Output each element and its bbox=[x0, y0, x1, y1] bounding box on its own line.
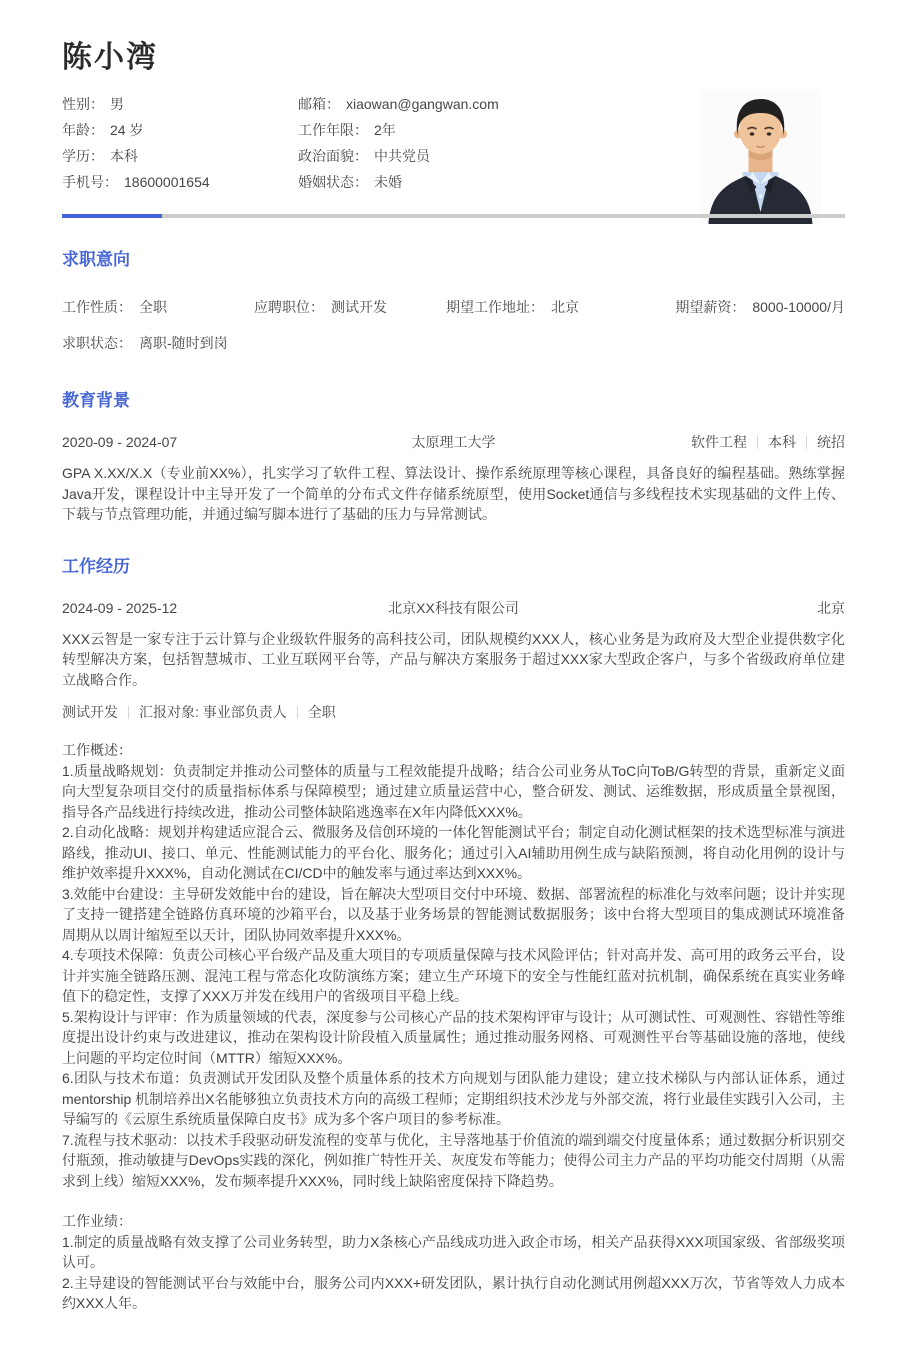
education-major: 软件工程 bbox=[691, 434, 747, 450]
work-overview-item: 3.效能中台建设：主导研发效能中台的建设，旨在解决大型项目交付中环境、数据、部署流程的标准化与效率问题；设计并实现了支持一键搭建全链路仿真环境的沙箱平台，以及基于业务场景的智能测试数据服务；该中台将大型项目的集成测试环境准备周期从以周计缩短至以天计，团队协同效率提升XXX%。 bbox=[62, 885, 845, 943]
work-achievements-block bbox=[62, 1211, 845, 1314]
work-achievements-label: 工作业绩： bbox=[62, 1213, 132, 1229]
company-description: XXX云智是一家专注于云计算与企业级软件服务的高科技公司，团队规模约XXX人，核心业务是为政府及大型企业提供数字化转型解决方案，包括智慧城市、工业互联网平台等，产品与解决方案服务于超过XXX家大型政企客户，与多个省级政府单位建立战略合作。 bbox=[62, 630, 845, 688]
info-work-years-value: 2年 bbox=[374, 122, 396, 138]
info-marital-status-value: 未婚 bbox=[374, 174, 402, 190]
work-period: 2024-09 - 2025-12 bbox=[62, 599, 178, 616]
info-phone bbox=[62, 174, 298, 191]
info-age-value: 24 岁 bbox=[110, 122, 144, 138]
education-school: 太原理工大学 bbox=[411, 434, 496, 450]
intent-location bbox=[446, 299, 659, 316]
tag-separator bbox=[297, 706, 298, 719]
intent-salary-label: 期望薪资： bbox=[675, 299, 746, 315]
work-location: 北京 bbox=[817, 599, 845, 616]
intent-location-label: 期望工作地址： bbox=[446, 299, 544, 315]
info-phone-value: 18600001654 bbox=[124, 174, 210, 190]
education-admission-type: 统招 bbox=[817, 434, 845, 450]
education-period: 2020-09 - 2024-07 bbox=[62, 434, 178, 450]
work-overview-item: 7.流程与技术驱动：以技术手段驱动研发流程的变革与优化，主导落地基于价值流的端到端交付度量体系；通过数据分析识别交付瓶颈，推动敏捷与DevOps实践的深化，例如推广特性开关、灰度发布等能力；使得公司主力产品的平均功能交付周期（从需求到上线）缩短XXX%，发布频率提升XXX%，同时线上缺陷密度保持下降趋势。 bbox=[62, 1131, 845, 1189]
section-work-experience bbox=[62, 558, 845, 1314]
education-degree: 本科 bbox=[768, 434, 796, 450]
section-job-intention bbox=[62, 251, 845, 352]
info-age-label: 年龄： bbox=[62, 122, 104, 138]
intent-status-label: 求职状态： bbox=[62, 335, 132, 351]
education-title: 教育背景 bbox=[62, 391, 130, 410]
profile-photo-illustration bbox=[700, 90, 821, 224]
work-overview-item: 5.架构设计与评审：作为质量领域的代表，深度参与公司核心产品的技术架构评审与设计；从可测试性、可观测性、容错性等维度提出设计约束与改进建议，推动在架构设计阶段植入质量属性；通过推动服务网格、可观测性平台等基础设施的落地，使线上问题的平均定位时间（MTTR）缩短XXX%。 bbox=[62, 1008, 845, 1066]
work-overview-item: 4.专项技术保障：负责公司核心平台级产品及重大项目的专项质量保障与技术风险评估；针对高并发、高可用的政务云平台，设计并实施全链路压测、混沌工程与常态化攻防演练方案；建立生产环境下的安全与性能红蓝对抗机制，确保系统在真实业务峰值下的稳定性，支撑了XXX万并发在线用户的省级项目平稳上线。 bbox=[62, 947, 845, 1004]
education-row bbox=[62, 434, 845, 451]
header-divider bbox=[62, 214, 845, 218]
tag-separator bbox=[757, 436, 758, 449]
intent-status-value: 离职-随时到岗 bbox=[139, 335, 228, 351]
work-overview-label: 工作概述： bbox=[62, 742, 132, 758]
info-education-value: 本科 bbox=[110, 148, 138, 164]
info-political-status-label: 政治面貌： bbox=[298, 148, 368, 164]
work-company: 北京XX科技有限公司 bbox=[388, 599, 519, 616]
info-email-value: xiaowan@gangwan.com bbox=[346, 96, 499, 112]
tag-separator bbox=[128, 706, 129, 719]
info-age bbox=[62, 122, 298, 139]
education-description: GPA X.XX/X.X（专业前XX%），扎实学习了软件工程、算法设计、操作系统原理等核心课程，具备良好的编程基础。熟练掌握Java开发，课程设计中主导开发了一个简单的分布式文件存储系统原型，使用Socket通信与多线程技术实现基础的文件上传、下载与节点管理功能，并通过编写脚本进行了基础的压力与异常测试。 bbox=[62, 465, 845, 522]
work-role-row bbox=[62, 704, 845, 721]
section-education bbox=[62, 392, 845, 525]
work-achievement-item: 2.主导建设的智能测试平台与效能中台，服务公司内XXX+研发团队，累计执行自动化测试用例超XXX万次，节省等效人力成本约XXX人年。 bbox=[62, 1274, 845, 1311]
info-political-status-value: 中共党员 bbox=[374, 148, 430, 164]
info-email-label: 邮箱： bbox=[298, 96, 340, 112]
work-role: 测试开发 bbox=[62, 704, 118, 720]
profile-photo bbox=[700, 90, 821, 224]
resume-page bbox=[0, 42, 900, 1354]
intent-job-type-value: 全职 bbox=[139, 299, 167, 315]
header-divider-accent bbox=[62, 214, 162, 218]
work-report-line: 汇报对象: 事业部负责人 bbox=[139, 704, 287, 720]
work-overview-block bbox=[62, 740, 845, 1191]
intent-salary bbox=[675, 299, 845, 316]
work-employment-type: 全职 bbox=[307, 704, 336, 720]
job-status-row bbox=[62, 335, 845, 352]
intent-position bbox=[254, 299, 446, 316]
work-title: 工作经历 bbox=[62, 556, 130, 576]
work-overview-item: 6.团队与技术布道：负责测试开发团队及整个质量体系的技术方向规划与团队能力建设；建立技术梯队与内部认证体系，通过mentorship 机制培养出X名能够独立负责技术方向的高级工程师；定期组织技术沙龙与外部交流，将行业最佳实践引入公司，主导编写的《云原生系统质量保障白皮书》成为多个客户项目的参考标准。 bbox=[62, 1070, 845, 1127]
candidate-name: 陈小湾 bbox=[62, 41, 158, 74]
intent-status bbox=[62, 335, 228, 351]
intent-salary-value: 8000-10000/月 bbox=[752, 299, 845, 315]
info-education-label: 学历： bbox=[62, 148, 104, 164]
job-intention-row bbox=[62, 299, 845, 316]
education-tags bbox=[584, 434, 845, 451]
info-marital-status-label: 婚姻状态： bbox=[298, 174, 368, 190]
intent-job-type-label: 工作性质： bbox=[62, 299, 132, 315]
info-phone-label: 手机号： bbox=[62, 174, 118, 190]
info-education bbox=[62, 148, 298, 165]
intent-position-label: 应聘职位： bbox=[254, 299, 324, 315]
work-overview-item: 2.自动化战略：规划并构建适应混合云、微服务及信创环境的一体化智能测试平台；制定自动化测试框架的技术选型标准与演进路线，推动UI、接口、单元、性能测试能力的平台化、服务化；通过引入AI辅助用例生成与缺陷预测，将自动化用例的设计与维护效率提升XXX%，自动化测试在CI/CD中的触发率与通过率达到XXX%。 bbox=[62, 824, 845, 881]
info-gender-label: 性别： bbox=[62, 96, 104, 112]
info-gender bbox=[62, 96, 298, 113]
work-achievement-item: 1.制定的质量战略有效支撑了公司业务转型，助力X条核心产品线成功进入政企市场，相关产品获得XXX项国家级、省部级奖项认可。 bbox=[62, 1233, 845, 1270]
intent-position-value: 测试开发 bbox=[331, 299, 387, 315]
info-work-years-label: 工作年限： bbox=[298, 122, 368, 138]
tag-separator bbox=[806, 436, 807, 449]
info-gender-value: 男 bbox=[110, 96, 124, 112]
work-row bbox=[62, 600, 845, 617]
work-overview-item: 1.质量战略规划：负责制定并推动公司整体的质量与工程效能提升战略；结合公司业务从ToC向ToB/G转型的背景，重新定义面向大型复杂项目交付的质量指标体系与保障模型；通过建立质量运营中心，整合研发、测试、运维数据，形成质量全景视图，指导各产品线进行持续改进，推动公司整体缺陷逃逸率在X年内降低XXX%。 bbox=[62, 762, 845, 820]
intent-job-type bbox=[62, 299, 254, 316]
intent-location-value: 北京 bbox=[551, 299, 579, 315]
job-intention-title: 求职意向 bbox=[62, 250, 130, 269]
